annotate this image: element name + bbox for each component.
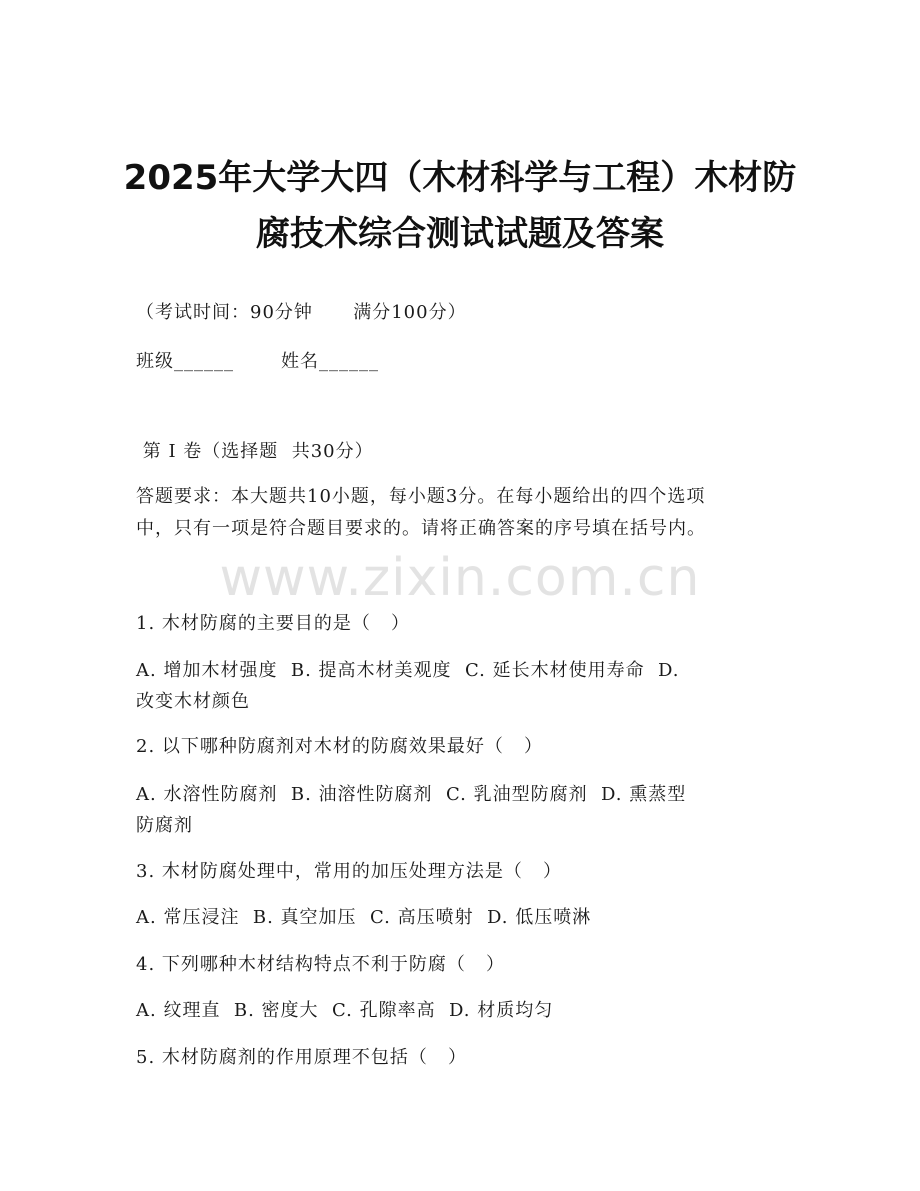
question-3-stem: 3. 木材防腐处理中，常用的加压处理方法是（ ） bbox=[136, 861, 563, 882]
exam-info: （考试时间：90分钟 满分100分） bbox=[136, 302, 467, 323]
class-name-line: 班级______ 姓名______ bbox=[136, 351, 380, 372]
question-2-options-line-2: 防腐剂 bbox=[136, 815, 193, 836]
question-1-options-line-1: A. 增加木材强度 B. 提高木材美观度 C. 延长木材使用寿命 D. bbox=[136, 660, 680, 681]
question-1-stem: 1. 木材防腐的主要目的是（ ） bbox=[136, 613, 411, 634]
section-title: 第 I 卷（选择题 共30分） bbox=[136, 441, 374, 462]
question-3-options: A. 常压浸注 B. 真空加压 C. 高压喷射 D. 低压喷淋 bbox=[136, 907, 592, 928]
instructions-line-2: 中，只有一项是符合题目要求的。请将正确答案的序号填在括号内。 bbox=[136, 518, 706, 539]
question-1-options-line-2: 改变木材颜色 bbox=[136, 691, 250, 712]
document-title bbox=[90, 150, 830, 262]
question-2-stem: 2. 以下哪种防腐剂对木材的防腐效果最好（ ） bbox=[136, 736, 544, 757]
question-2-options-line-1: A. 水溶性防腐剂 B. 油溶性防腐剂 C. 乳油型防腐剂 D. 熏蒸型 bbox=[136, 784, 687, 805]
instructions-line-1: 答题要求：本大题共10小题，每小题3分。在每小题给出的四个选项 bbox=[136, 486, 706, 507]
question-4-options: A. 纹理直 B. 密度大 C. 孔隙率高 D. 材质均匀 bbox=[136, 1000, 554, 1021]
title-line-2: 腐技术综合测试试题及答案 bbox=[256, 214, 664, 254]
title-line-1: 2025年大学大四（木材科学与工程）木材防 bbox=[123, 158, 797, 198]
question-5-stem: 5. 木材防腐剂的作用原理不包括（ ） bbox=[136, 1047, 468, 1068]
question-4-stem: 4. 下列哪种木材结构特点不利于防腐（ ） bbox=[136, 954, 506, 975]
watermark: www.zixin.com.cn bbox=[219, 548, 701, 608]
